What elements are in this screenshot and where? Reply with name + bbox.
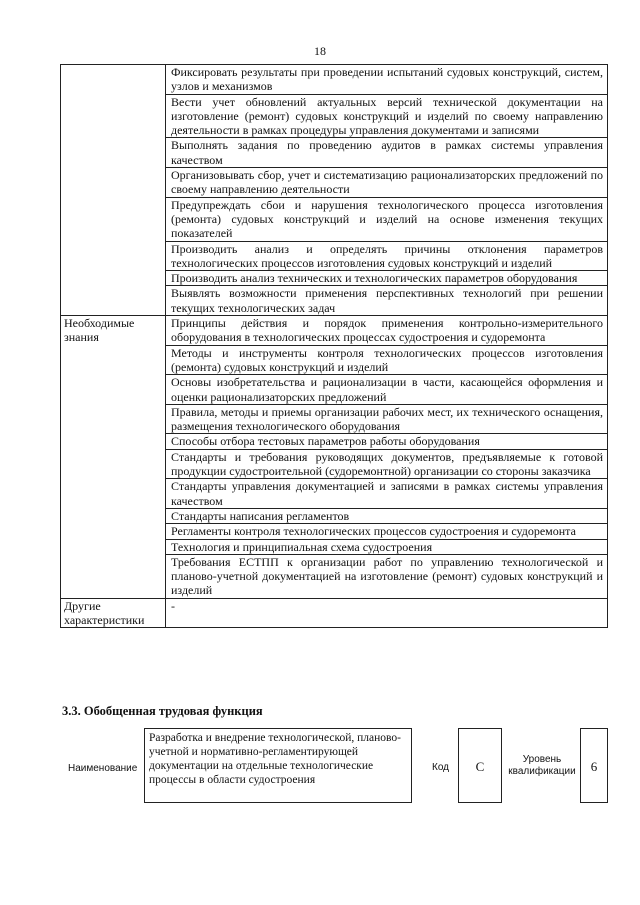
row-value: Стандарты и требования руководящих документов, предъявляемые к готовой продукции судостроительной (судоремонтной) организации со стороны заказчика	[166, 449, 608, 479]
qualification-level-label: Уровень квалификации	[508, 754, 576, 777]
row-label	[61, 65, 166, 316]
row-value: Предупреждать сбои и нарушения технологического процесса изготовления (ремонта) судовых конструкций и изделий на основе изменения текущих показателей	[166, 197, 608, 241]
row-value: -	[166, 598, 608, 628]
row-value: Основы изобретательства и рационализации в части, касающейся оформления и оценки рационализаторских предложений	[166, 375, 608, 405]
row-value: Производить анализ и определять причины отклонения параметров технологических процессов изготовления судовых конструкций и изделий	[166, 241, 608, 271]
row-label: Другие характеристики	[61, 598, 166, 628]
row-value: Методы и инструменты контроля технологических процессов изготовления (ремонта) судовых конструкций и изделий	[166, 345, 608, 375]
row-value: Выполнять задания по проведению аудитов в рамках системы управления качеством	[166, 138, 608, 168]
row-value: Требования ЕСТПП к организации работ по управлению технологической и планово-учетной документацией на изготовление (ремонт) судовых конструкций и изделий	[166, 554, 608, 598]
row-value: Регламенты контроля технологических процессов судостроения и судоремонта	[166, 524, 608, 539]
row-value: Производить анализ технических и технологических параметров оборудования	[166, 271, 608, 286]
code-label: Код	[432, 762, 450, 773]
table-row	[61, 65, 608, 95]
qualification-level-value-box: 6	[580, 728, 608, 803]
name-value-box: Разработка и внедрение технологической, планово-учетной и нормативно-регламентирующей документации на отдельные технологические процессы в области судостроения	[144, 728, 412, 803]
row-value: Вести учет обновлений актуальных версий технической документации на изготовление (ремонт) судовых конструкций и изделий по своему направлению деятельности в рамках процедуры управления документами и записями	[166, 94, 608, 138]
row-value: Стандарты написания регламентов	[166, 508, 608, 523]
row-value: Технология и принципиальная схема судостроения	[166, 539, 608, 554]
row-value: Принципы действия и порядок применения контрольно-измерительного оборудования в технологических процессах судостроения и судоремонта	[166, 316, 608, 346]
name-label: Наименование	[68, 763, 138, 774]
generalized-function-row	[68, 728, 608, 806]
row-value: Организовывать сбор, учет и систематизацию рационализаторских предложений по своему направлению деятельности	[166, 168, 608, 198]
table-row	[61, 598, 608, 628]
row-value: Фиксировать результаты при проведении испытаний судовых конструкций, систем, узлов и механизмов	[166, 65, 608, 95]
page-number: 18	[314, 44, 326, 58]
requirements-table	[60, 64, 608, 628]
section-heading: 3.3. Обобщенная трудовая функция	[62, 704, 263, 718]
row-value: Стандарты управления документацией и записями в рамках системы управления качеством	[166, 479, 608, 509]
code-value-box: C	[458, 728, 502, 803]
row-value: Выявлять возможности применения перспективных технологий при решении текущих технологических задач	[166, 286, 608, 316]
row-value: Правила, методы и приемы организации рабочих мест, их технического оснащения, размещения технологического оборудования	[166, 404, 608, 434]
table-row	[61, 316, 608, 346]
row-label: Необходимые знания	[61, 316, 166, 599]
row-value: Способы отбора тестовых параметров работы оборудования	[166, 434, 608, 449]
